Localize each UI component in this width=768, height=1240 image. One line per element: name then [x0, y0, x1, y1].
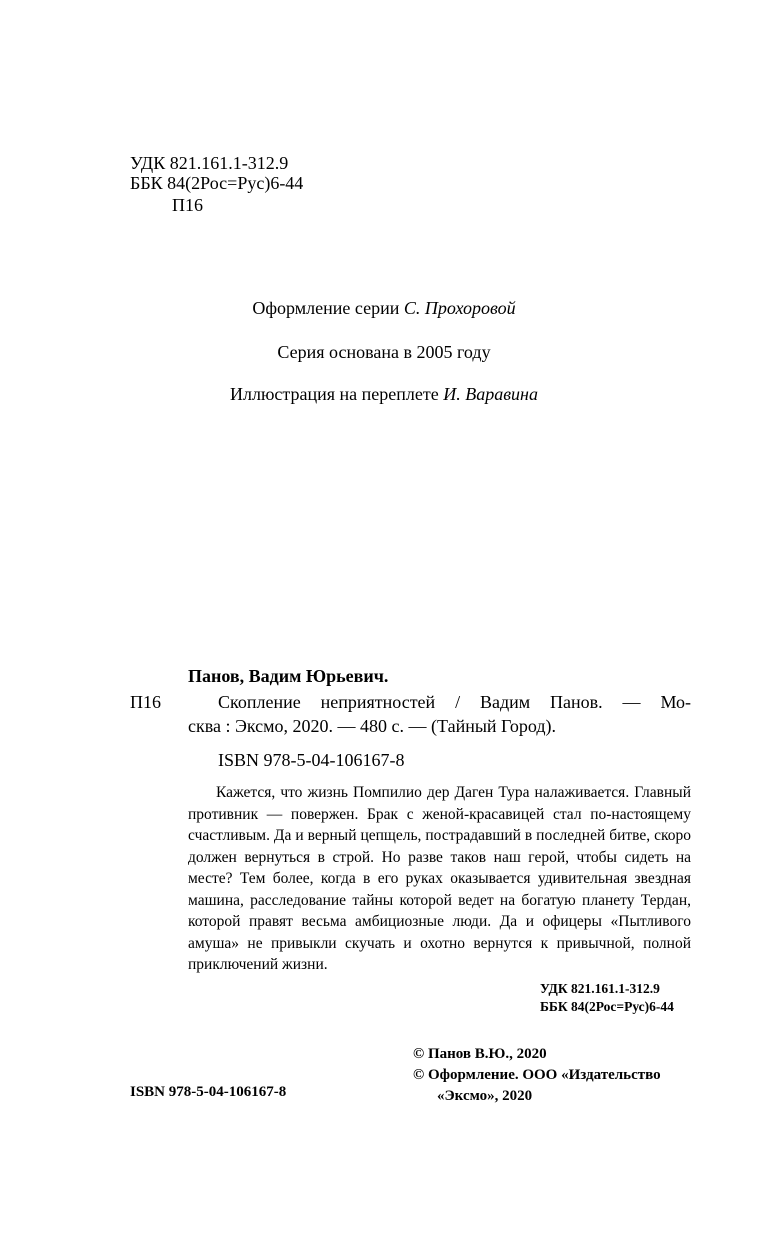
series-design-credit [0, 298, 768, 319]
annotation-codes [540, 980, 674, 1016]
bbk-code: ББК 84(2Рос=Рус)6-44 [130, 173, 304, 193]
bib-author: Панов, Вадим Юрьевич. [188, 666, 389, 686]
credit-label: Серия основана в 2005 году [277, 342, 491, 362]
bib-isbn: ISBN 978-5-04-106167-8 [218, 750, 405, 770]
annotation-udk: УДК 821.161.1-312.9 [540, 981, 660, 996]
copyright-design: © Оформление. ООО «Издательство [413, 1067, 661, 1083]
copyright-publisher: «Эксмо», 2020 [437, 1088, 533, 1104]
bib-author-mark: П16 [130, 692, 161, 712]
isbn-bottom: ISBN 978-5-04-106167-8 [130, 1084, 287, 1100]
series-founded-credit [0, 342, 768, 363]
annotation-text: Кажется, что жизнь Помпилио дер Даген Тура налаживается. Главный противник — повержен. Брак с женой-красавицей стал по-настоящему счастливым. Да и верный цепщель, пострадавший в последней битве, скоро должен вернуться в строй. Но разве таков наш герой, чтобы сидеть на месте? Тем более, когда в его руках оказывается удивительная звездная машина, расследование тайны которой ведет на богатую планету Тердан, которой правят весьма амбициозные люди. Да и офицеры «Пытливого амуша» не привыкли скучать и охотно вернутся к привычной, полной приключений жизни. [188, 784, 691, 973]
author-mark: П16 [172, 195, 203, 215]
bib-publication-line: сква : Эксмо, 2020. — 480 с. — (Тайный Город). [188, 716, 557, 736]
udk-code: УДК 821.161.1-312.9 [130, 153, 289, 173]
credit-name: И. Варавина [443, 384, 538, 404]
credit-name: С. Прохоровой [403, 298, 516, 318]
copyright-author: © Панов В.Ю., 2020 [413, 1046, 547, 1062]
credit-label: Иллюстрация на переплете [230, 384, 444, 404]
copyright-block [413, 1044, 661, 1107]
bib-title-line: Скопление неприятностей / Вадим Панов. — Мо- [218, 692, 691, 712]
cover-illustration-credit [0, 384, 768, 405]
annotation-bbk: ББК 84(2Рос=Рус)6-44 [540, 999, 674, 1014]
credit-label: Оформление серии [252, 298, 404, 318]
